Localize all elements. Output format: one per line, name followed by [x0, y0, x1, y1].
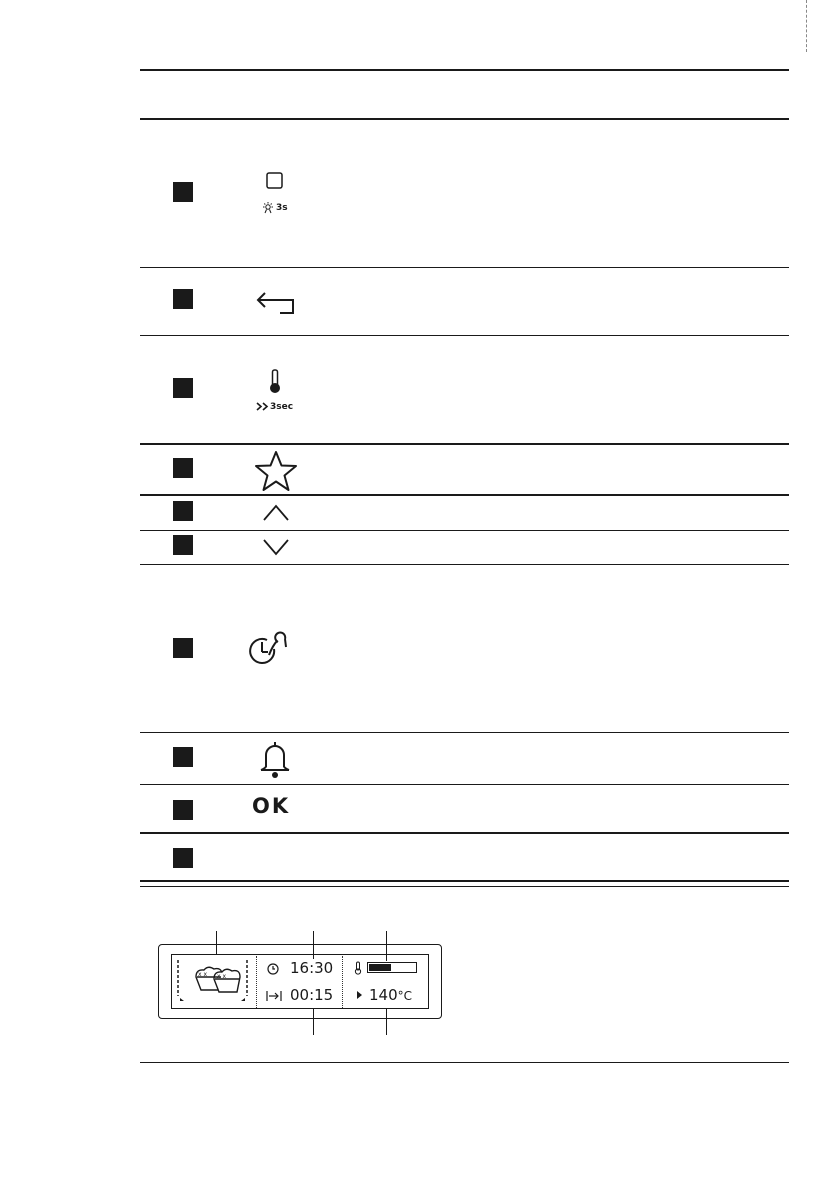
- row-divider: [140, 530, 789, 531]
- table-top-rule: [140, 69, 789, 71]
- play-triangle-icon: [356, 990, 363, 1000]
- light-button-icon: [266, 172, 284, 190]
- duration-icon: [266, 990, 282, 1002]
- double-chevron-icon: [256, 402, 270, 411]
- row-divider: [140, 832, 789, 834]
- sensor-field-marker[interactable]: [173, 378, 193, 398]
- sensor-field-marker[interactable]: [173, 182, 193, 202]
- down-arrow-icon: [262, 537, 290, 557]
- table-bottom-rule-thin: [140, 886, 789, 887]
- table-bottom-rule: [140, 880, 789, 882]
- row-divider: [140, 494, 789, 496]
- display-divider: [342, 956, 343, 1008]
- clock-icon: [267, 963, 279, 975]
- back-arrow-icon: [256, 291, 298, 317]
- row-divider: [140, 784, 789, 785]
- sensor-field-marker[interactable]: [173, 848, 193, 868]
- ok-label: OK: [252, 794, 291, 818]
- row-divider: [140, 564, 789, 565]
- row-divider: [140, 267, 789, 268]
- up-arrow-icon: [262, 503, 290, 523]
- light-hold-label: 3s: [276, 203, 288, 213]
- row-divider: [140, 118, 789, 120]
- bracket-right-icon: [240, 958, 250, 1002]
- display-time: 16:30: [290, 959, 334, 977]
- heat-indicator-bar: [367, 962, 417, 973]
- sensor-field-marker[interactable]: [173, 747, 193, 767]
- oven-display: [158, 944, 442, 1019]
- sensor-field-marker[interactable]: [173, 535, 193, 555]
- thermometer-icon: [268, 369, 282, 395]
- svg-text:x x: x x: [217, 973, 227, 980]
- row-divider: [140, 732, 789, 733]
- bracket-left-icon: [175, 958, 185, 1002]
- bell-icon: [258, 739, 292, 779]
- sensor-field-marker[interactable]: [173, 638, 193, 658]
- sensor-field-marker[interactable]: [173, 289, 193, 309]
- row-divider: [140, 443, 789, 445]
- thermometer-small-icon: [354, 961, 362, 975]
- cut-line: [806, 0, 807, 52]
- thermometer-hold-label: 3sec: [270, 402, 294, 412]
- display-divider: [256, 956, 257, 1008]
- sensor-field-marker[interactable]: [173, 800, 193, 820]
- light-bulb-icon: [262, 202, 274, 214]
- star-icon: [254, 450, 298, 492]
- display-temperature: 140°C: [369, 986, 413, 1004]
- sensor-field-marker[interactable]: [173, 501, 193, 521]
- display-duration: 00:15: [290, 986, 334, 1004]
- temperature-unit: °C: [397, 989, 413, 1003]
- display-screen: [171, 954, 429, 1009]
- heat-indicator-fill: [369, 964, 391, 971]
- time-functions-icon: [247, 631, 299, 665]
- svg-text:x x: x x: [198, 971, 208, 978]
- row-divider: [140, 335, 789, 336]
- sensor-field-marker[interactable]: [173, 458, 193, 478]
- section-rule: [140, 1062, 789, 1063]
